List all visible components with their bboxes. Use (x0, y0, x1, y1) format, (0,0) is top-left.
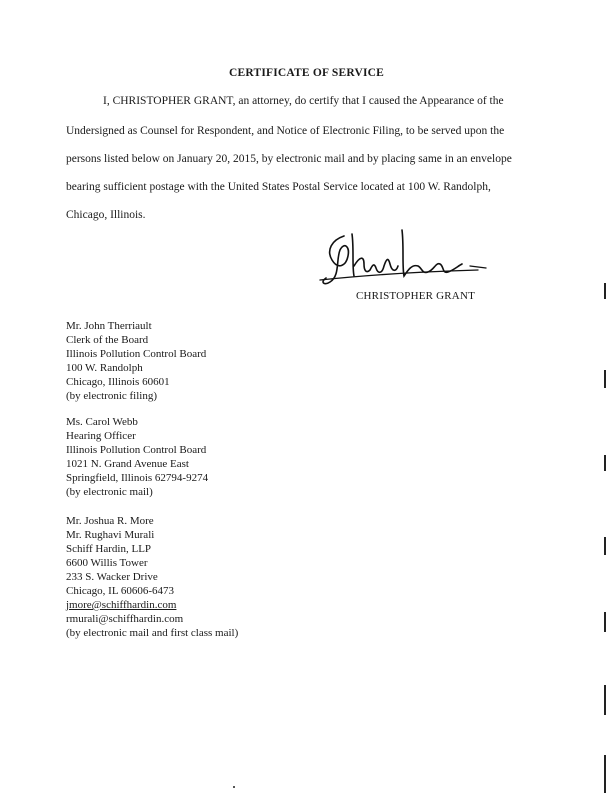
scan-edge-mark (604, 612, 606, 632)
recipient-2-line-6: (by electronic mail) (66, 486, 153, 498)
scan-edge-mark (604, 537, 606, 555)
recipient-1-line-5: Chicago, Illinois 60601 (66, 376, 170, 388)
document-title: CERTIFICATE OF SERVICE (228, 67, 385, 79)
recipient-1-line-1: Mr. John Therriault (66, 320, 152, 332)
recipient-2-line-1: Ms. Carol Webb (66, 416, 138, 428)
recipient-3-line-1: Mr. Joshua R. More (66, 515, 154, 527)
recipient-3-line-6: Chicago, IL 60606-6473 (66, 585, 175, 597)
recipient-3-email-link[interactable]: jmore@schiffhardin.com (66, 599, 177, 611)
recipient-block-3 (66, 514, 238, 640)
body-line-2: Undersigned as Counsel for Respondent, and Notice of Electronic Filing, to be served upon the (66, 125, 505, 137)
recipient-1-line-3: Illinois Pollution Control Board (66, 348, 207, 360)
signer-name: CHRISTOPHER GRANT (356, 290, 476, 302)
recipient-2-line-4: 1021 N. Grand Avenue East (66, 458, 189, 470)
body-line-5: Chicago, Illinois. (66, 209, 146, 221)
recipient-1-line-4: 100 W. Randolph (66, 362, 143, 374)
scan-speck (233, 786, 235, 788)
recipient-2-line-3: Illinois Pollution Control Board (66, 444, 207, 456)
recipient-block-1 (66, 319, 206, 403)
recipient-2-line-5: Springfield, Illinois 62794-9274 (66, 472, 209, 484)
recipient-3-line-5: 233 S. Wacker Drive (66, 571, 158, 583)
recipient-3-line-3: Schiff Hardin, LLP (66, 543, 152, 555)
recipient-2-line-2: Hearing Officer (66, 430, 136, 442)
scan-edge-mark (604, 755, 606, 793)
recipient-1-line-6: (by electronic filing) (66, 390, 158, 402)
recipient-block-2 (66, 415, 208, 499)
recipient-3-line-8: rmurali@schiffhardin.com (66, 613, 184, 625)
scan-edge-mark (604, 685, 606, 715)
recipient-3-line-4: 6600 Willis Tower (66, 557, 148, 569)
body-line-1: I, CHRISTOPHER GRANT, an attorney, do certify that I caused the Appearance of the (103, 95, 504, 107)
recipient-3-line-9: (by electronic mail and first class mail) (66, 627, 239, 639)
scan-edge-mark (604, 455, 606, 471)
body-line-4: bearing sufficient postage with the United States Postal Service located at 100 W. Randolph, (66, 181, 491, 193)
scan-edge-mark (604, 283, 606, 299)
scan-edge-mark (604, 370, 606, 388)
recipient-1-line-2: Clerk of the Board (66, 334, 149, 346)
handwritten-signature (318, 226, 494, 290)
recipient-3-line-2: Mr. Rughavi Murali (66, 529, 155, 541)
body-line-3: persons listed below on January 20, 2015, by electronic mail and by placing same in an envelope (66, 153, 512, 165)
